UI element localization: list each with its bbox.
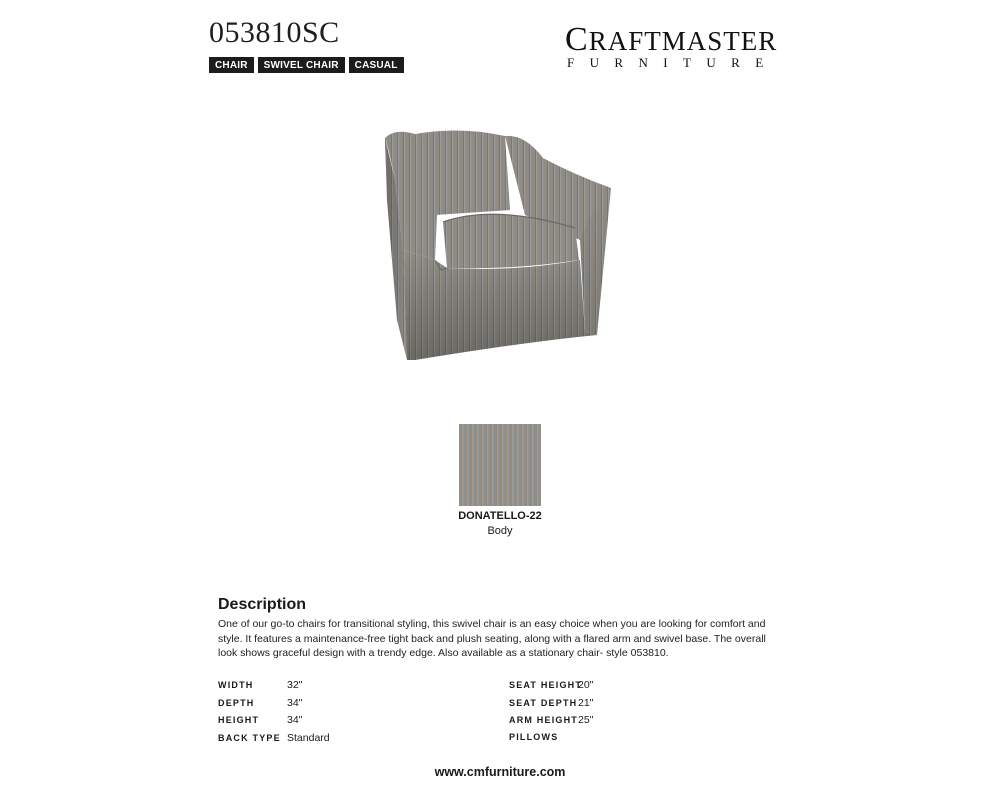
spec-label-pillows: PILLOWS xyxy=(509,732,559,742)
product-model-number: 053810SC xyxy=(209,16,340,49)
tag-chair[interactable]: CHAIR xyxy=(209,57,254,73)
tag-swivel-chair[interactable]: SWIVEL CHAIR xyxy=(258,57,345,73)
spec-value-arm-height: 25" xyxy=(578,714,594,726)
spec-value-seat-depth: 21" xyxy=(578,697,594,709)
brand-name: CRAFTMASTER xyxy=(565,21,778,58)
swivel-chair-photo xyxy=(375,120,625,370)
category-tags xyxy=(209,57,404,73)
spec-value-back-type: Standard xyxy=(287,732,330,744)
spec-label-back-type: BACK TYPE xyxy=(218,733,281,743)
fabric-part: Body xyxy=(487,525,513,537)
footer-website-link[interactable]: www.cmfurniture.com xyxy=(434,765,566,779)
spec-label-arm-height: ARM HEIGHT xyxy=(509,715,578,725)
brand-logo[interactable] xyxy=(565,21,791,71)
spec-label-width: WIDTH xyxy=(218,680,254,690)
spec-value-seat-height: 20" xyxy=(578,679,594,691)
tag-casual[interactable]: CASUAL xyxy=(349,57,404,73)
brand-subtitle: FURNITURE xyxy=(567,55,779,70)
spec-label-depth: DEPTH xyxy=(218,698,255,708)
spec-label-height: HEIGHT xyxy=(218,715,260,725)
description-text: One of our go-to chairs for transitional styling, this swivel chair is an easy choice when you are looking for comfort and style. It features a maintenance-free tight back and plush seating, along with a flared arm and swivel base. The overall look shows graceful design with a trendy edge. Also available as a stationary chair- style 053810. xyxy=(218,618,766,659)
spec-value-width: 32" xyxy=(287,679,303,691)
spec-label-seat-height: SEAT HEIGHT xyxy=(509,680,583,690)
fabric-swatch[interactable] xyxy=(459,424,541,506)
spec-value-depth: 34" xyxy=(287,697,303,709)
description-heading: Description xyxy=(218,596,307,613)
spec-value-height: 34" xyxy=(287,714,303,726)
spec-label-seat-depth: SEAT DEPTH xyxy=(509,698,578,708)
fabric-name: DONATELLO-22 xyxy=(458,510,542,522)
